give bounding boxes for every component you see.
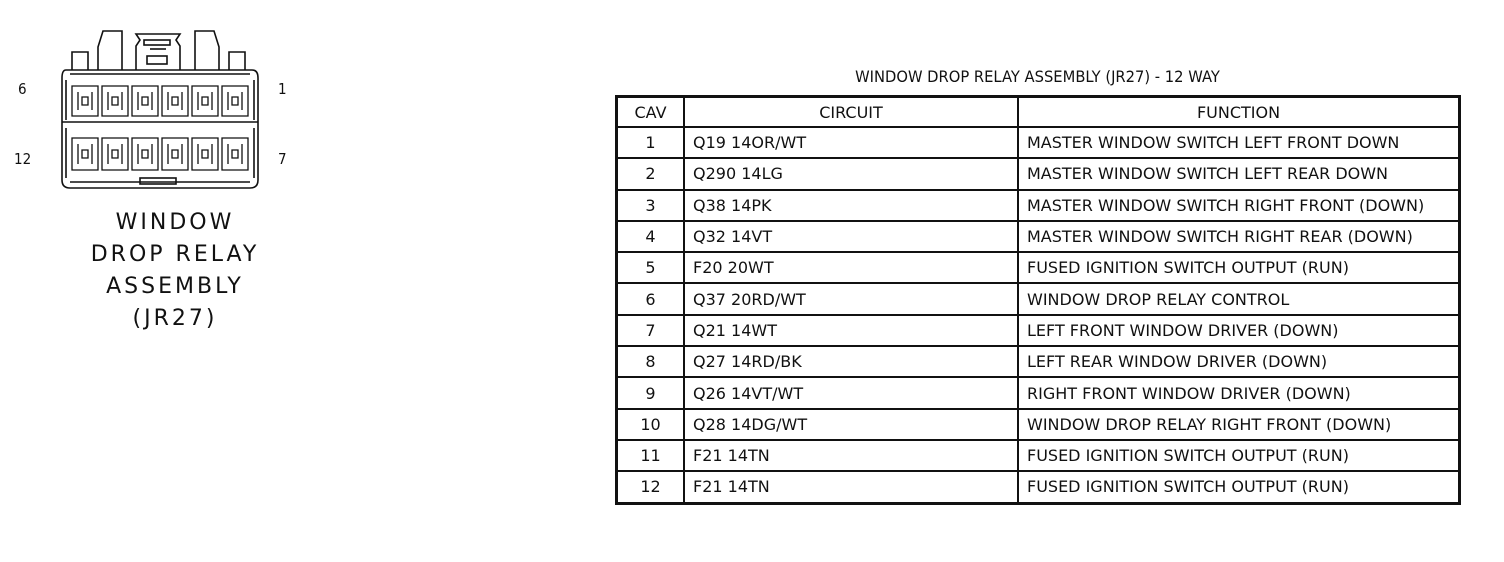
cell-function: WINDOW DROP RELAY RIGHT FRONT (DOWN) bbox=[1018, 409, 1460, 440]
table-row bbox=[617, 315, 1460, 346]
table-row bbox=[617, 283, 1460, 314]
table-row bbox=[617, 252, 1460, 283]
cavity-slot bbox=[222, 86, 248, 116]
cell-circuit: Q32 14VT bbox=[684, 221, 1018, 252]
connector-caption bbox=[40, 207, 310, 335]
cavity-slot bbox=[132, 138, 158, 170]
cell-cav: 11 bbox=[617, 440, 685, 471]
table-header-row bbox=[617, 97, 1460, 128]
header-function: FUNCTION bbox=[1018, 97, 1460, 128]
caption-line: DROP RELAY bbox=[90, 242, 260, 267]
connector-latch bbox=[195, 31, 219, 70]
cell-circuit: Q26 14VT/WT bbox=[684, 377, 1018, 408]
cavity-slot bbox=[192, 138, 218, 170]
cell-cav: 9 bbox=[617, 377, 685, 408]
cavity-slot bbox=[72, 86, 98, 116]
cell-circuit: Q28 14DG/WT bbox=[684, 409, 1018, 440]
cell-cav: 10 bbox=[617, 409, 685, 440]
cell-circuit: Q37 20RD/WT bbox=[684, 283, 1018, 314]
cell-function: FUSED IGNITION SWITCH OUTPUT (RUN) bbox=[1018, 252, 1460, 283]
table-row bbox=[617, 377, 1460, 408]
table-row bbox=[617, 190, 1460, 221]
table-row bbox=[617, 221, 1460, 252]
cavity-slot bbox=[132, 86, 158, 116]
cell-cav: 7 bbox=[617, 315, 685, 346]
connector-face-diagram bbox=[0, 0, 340, 200]
cell-cav: 12 bbox=[617, 471, 685, 503]
cell-function: FUSED IGNITION SWITCH OUTPUT (RUN) bbox=[1018, 440, 1460, 471]
pinout-table bbox=[615, 95, 1461, 505]
cell-cav: 3 bbox=[617, 190, 685, 221]
cell-cav: 6 bbox=[617, 283, 685, 314]
caption-line: ASSEMBLY bbox=[106, 274, 244, 299]
cell-circuit: F21 14TN bbox=[684, 471, 1018, 503]
cavity-slot bbox=[222, 138, 248, 170]
table-row bbox=[617, 471, 1460, 503]
caption-line: WINDOW bbox=[115, 210, 235, 235]
pin-label-top-right: 1 bbox=[278, 80, 287, 98]
cell-function: MASTER WINDOW SWITCH LEFT FRONT DOWN bbox=[1018, 127, 1460, 158]
cell-circuit: Q290 14LG bbox=[684, 158, 1018, 189]
table-row bbox=[617, 346, 1460, 377]
cavity-slot bbox=[162, 86, 188, 116]
pin-label-bottom-right: 7 bbox=[278, 150, 287, 168]
pin-label-top-left: 6 bbox=[18, 80, 27, 98]
table-title: WINDOW DROP RELAY ASSEMBLY (JR27) - 12 WAY bbox=[855, 67, 1220, 86]
header-circuit: CIRCUIT bbox=[684, 97, 1018, 128]
header-cav: CAV bbox=[617, 97, 685, 128]
cell-circuit: Q38 14PK bbox=[684, 190, 1018, 221]
cavity-slot bbox=[192, 86, 218, 116]
pin-label-bottom-left: 12 bbox=[14, 150, 32, 168]
connector-latch bbox=[72, 52, 88, 70]
cell-function: RIGHT FRONT WINDOW DRIVER (DOWN) bbox=[1018, 377, 1460, 408]
cavity-slot bbox=[72, 138, 98, 170]
table-row bbox=[617, 440, 1460, 471]
cell-cav: 8 bbox=[617, 346, 685, 377]
cell-circuit: Q21 14WT bbox=[684, 315, 1018, 346]
cell-cav: 1 bbox=[617, 127, 685, 158]
table-row bbox=[617, 127, 1460, 158]
cavity-slot bbox=[162, 138, 188, 170]
cell-function: MASTER WINDOW SWITCH RIGHT FRONT (DOWN) bbox=[1018, 190, 1460, 221]
cell-function: FUSED IGNITION SWITCH OUTPUT (RUN) bbox=[1018, 471, 1460, 503]
connector-latch bbox=[98, 31, 122, 70]
connector-cavities bbox=[72, 86, 248, 170]
cell-function: WINDOW DROP RELAY CONTROL bbox=[1018, 283, 1460, 314]
caption-line: (JR27) bbox=[132, 306, 218, 331]
cell-circuit: Q27 14RD/BK bbox=[684, 346, 1018, 377]
cavity-slot bbox=[102, 86, 128, 116]
connector-latch bbox=[229, 52, 245, 70]
cavity-slot bbox=[102, 138, 128, 170]
cell-cav: 2 bbox=[617, 158, 685, 189]
cell-function: LEFT FRONT WINDOW DRIVER (DOWN) bbox=[1018, 315, 1460, 346]
cell-function: MASTER WINDOW SWITCH LEFT REAR DOWN bbox=[1018, 158, 1460, 189]
cell-function: MASTER WINDOW SWITCH RIGHT REAR (DOWN) bbox=[1018, 221, 1460, 252]
table-row bbox=[617, 409, 1460, 440]
table-row bbox=[617, 158, 1460, 189]
cell-circuit: F20 20WT bbox=[684, 252, 1018, 283]
cell-circuit: Q19 14OR/WT bbox=[684, 127, 1018, 158]
cell-function: LEFT REAR WINDOW DRIVER (DOWN) bbox=[1018, 346, 1460, 377]
cell-cav: 4 bbox=[617, 221, 685, 252]
cell-cav: 5 bbox=[617, 252, 685, 283]
cell-circuit: F21 14TN bbox=[684, 440, 1018, 471]
